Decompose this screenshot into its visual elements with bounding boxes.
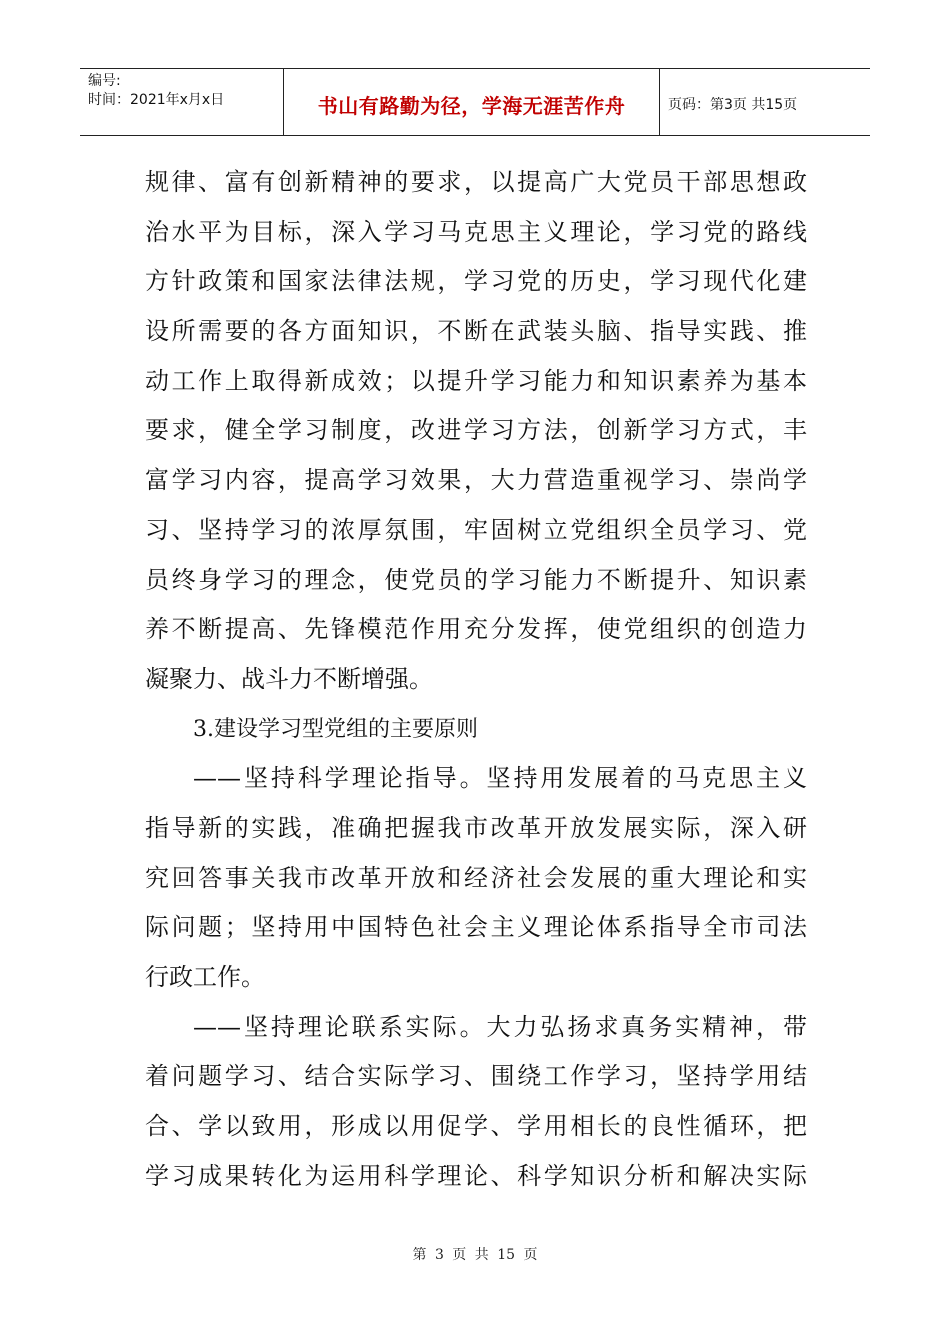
body-line: 学习成果转化为运用科学理论、科学知识分析和解决实际: [145, 1161, 807, 1190]
body-line: 行政工作。: [145, 963, 265, 991]
body-line: 着问题学习、结合实际学习、围绕工作学习，坚持学用结: [145, 1062, 807, 1091]
header-meta: [80, 69, 284, 135]
number-label: 编号:: [88, 73, 121, 89]
body-line: 要求，健全学习制度，改进学习方法，创新学习方式，丰: [145, 416, 807, 445]
document-body: [145, 158, 807, 1201]
body-line: ——坚持理论联系实际。大力弘扬求真务实精神，带: [193, 1012, 807, 1041]
body-line: 究回答事关我市改革开放和经济社会发展的重大理论和实: [145, 863, 807, 892]
body-line: 动工作上取得新成效；以提升学习能力和知识素养为基本: [145, 366, 807, 395]
document-header: [80, 68, 870, 136]
time-label: 时间：2021年x月x日: [88, 92, 225, 108]
body-line: 规律、富有创新精神的要求，以提高广大党员干部思想政: [145, 168, 807, 196]
body-line: 治水平为目标，深入学习马克思主义理论，学习党的路线: [145, 217, 807, 246]
body-line: ——坚持科学理论指导。坚持用发展着的马克思主义: [193, 764, 807, 793]
body-line: 合、学以致用，形成以用促学、学用相长的良性循环，把: [145, 1112, 807, 1141]
body-line: 习、坚持学习的浓厚氛围，牢固树立党组织全员学习、党: [145, 515, 807, 544]
header-page-info: 页码：第3页 共15页: [668, 97, 798, 113]
header-motto: 书山有路勤为径，学海无涯苦作舟: [284, 69, 660, 135]
body-line: 养不断提高、先锋模范作用充分发挥，使党组织的创造力: [145, 615, 807, 644]
body-line: 富学习内容，提高学习效果，大力营造重视学习、崇尚学: [145, 466, 807, 495]
body-line: 指导新的实践，准确把握我市改革开放发展实际，深入研: [145, 813, 807, 842]
body-line: 员终身学习的理念，使党员的学习能力不断提升、知识素: [145, 565, 807, 594]
body-line: 际问题；坚持用中国特色社会主义理论体系指导全市司法: [145, 913, 807, 942]
body-line: 设所需要的各方面知识，不断在武装头脑、指导实践、推: [145, 317, 807, 346]
body-line: 方针政策和国家法律法规，学习党的历史，学习现代化建: [145, 267, 807, 296]
section-heading: 3.建设学习型党组的主要原则: [193, 716, 478, 742]
body-line: 凝聚力、战斗力不断增强。: [145, 664, 433, 693]
page-footer: 第 3 页 共 15 页: [412, 1247, 538, 1263]
